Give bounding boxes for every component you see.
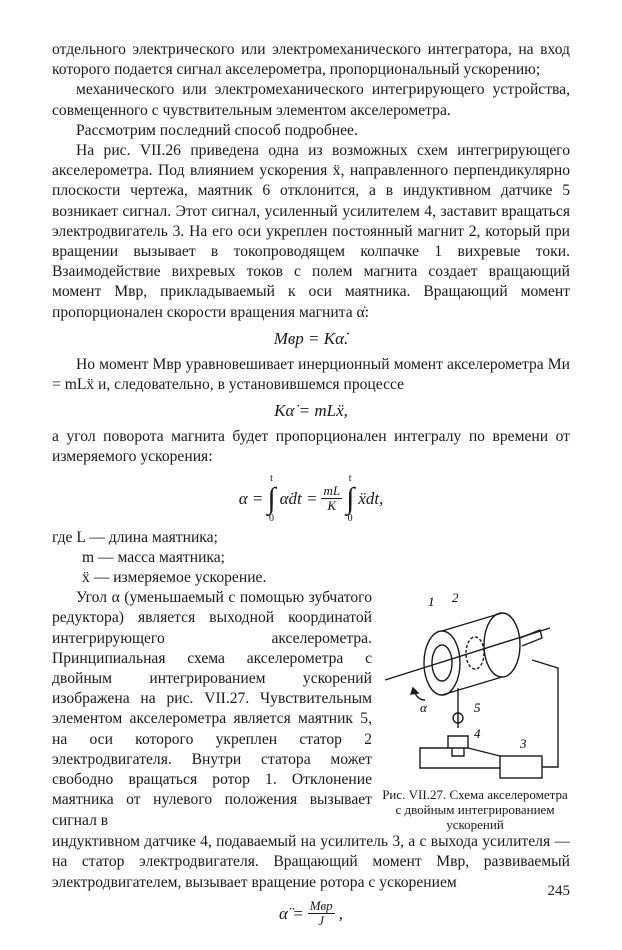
paragraph-2: механического или электромеханического интегрирующего устройства, совмещенного с чувствительным элементом акселерометра. — [52, 81, 570, 119]
integral-sign-2: ∫ — [346, 481, 355, 515]
integral-1 — [267, 474, 275, 524]
figure-vii-27 — [380, 588, 570, 832]
text-with-figure — [52, 588, 570, 832]
stator-top-edge — [442, 613, 502, 631]
sensor-coil — [452, 748, 464, 756]
eq4-lhs: α̈ = — [279, 903, 304, 923]
equation-3 — [52, 474, 570, 524]
definition-3: ẍ — измеряемое ускорение. — [82, 569, 267, 587]
figure-label-2: 2 — [452, 590, 459, 606]
equation-4 — [52, 899, 570, 929]
integral-sign-1: ∫ — [267, 481, 276, 515]
paragraph-7: Угол α (уменьшаемый с помощью зубчатого редуктора) является выходной координатой интегрирующего акселерометра. Принципиальная схема акселерометра с двойным интегрированием ускорений изображена на рис. VII.27. Чувствительным элементом акселерометра является маятник 5, на оси которого укреплен статор 2 электродвигателя. Внутри статора может свободно вращаться ротор 1. Отклонение маятника от нулевого положения вызывает сигнал в — [52, 589, 372, 829]
eq4-end: , — [338, 903, 343, 923]
eq4-den: J — [318, 913, 325, 929]
arrow-head — [411, 688, 418, 694]
paragraph-3: Рассмотрим последний способ подробнее. — [76, 121, 358, 139]
eq3-fraction — [321, 484, 342, 514]
eq4-fraction — [308, 899, 335, 929]
integral-1-lower: 0 — [268, 512, 274, 524]
integral-2-upper: t — [348, 472, 352, 484]
figure-label-alpha: α — [420, 700, 427, 716]
page-number: 245 — [547, 883, 570, 899]
paragraph-4: На рис. VII.26 приведена одна из возможных схем интегрирующего акселерометра. Под влиянием ускорения ẍ, направленного перпендикулярно плоскости чертежа, маятник 6 отклонится, а в индуктивном датчике 5 возникает сигнал. Этот сигнал, усиленный усилителем 4, заставит вращаться электродвигатель 3. На его оси укреплен постоянный магнит 2, который при вращении вызывает в токопроводящем колпачке 1 вихревые токи. Взаимодействие вихревых токов с полем магнита создает вращающий момент Mвр, прикладываемый к оси маятника. Вращающий момент пропорционален скорости вращения магнита α̇: — [52, 142, 570, 321]
integral-2-lower: 0 — [347, 512, 353, 524]
page-body — [52, 40, 570, 932]
paragraph-6: а угол поворота магнита будет пропорционален интегралу по времени от измеряемого ускорения: — [52, 428, 570, 466]
wire-right — [532, 660, 558, 767]
figure-label-3: 3 — [520, 736, 527, 752]
paragraph-5: Но момент Mвр уравновешивает инерционный момент акселерометра Mи = mLẍ и, следовательно, в установившемся процессе — [52, 355, 570, 394]
definition-1: где L — длина маятника; — [52, 528, 218, 546]
sensor-body — [448, 736, 468, 748]
figure-label-5: 5 — [474, 700, 481, 716]
definitions — [52, 528, 570, 589]
integral-2 — [346, 474, 354, 524]
wire-left — [420, 748, 500, 768]
paragraph-1: отдельного электрического или электромеханического интегратора, на вход которого подается сигнал акселерометра, пропорциональный ускорению; — [52, 41, 570, 79]
figure-label-4: 4 — [474, 726, 481, 742]
definition-2: m — масса маятника; — [82, 548, 226, 566]
stator-front — [424, 631, 460, 695]
integral-1-upper: t — [270, 472, 273, 484]
equation-1: Mвр = Kα̇. — [273, 328, 349, 348]
equation-2: Kα̇ = mLẍ, — [274, 401, 348, 421]
wire-sensor-amp — [468, 748, 500, 756]
eq4-num: Mвр — [309, 897, 333, 913]
eq3-lhs: α = — [238, 488, 264, 508]
amplifier-box — [500, 756, 542, 778]
end-cap — [520, 630, 542, 646]
eq3-frac-den: K — [327, 498, 337, 514]
eq3-int2-body: ẍdt, — [358, 488, 384, 508]
eq3-frac-num: mL — [323, 482, 341, 498]
eq3-int1-body: α̇dt = — [279, 488, 318, 508]
paragraph-8: индуктивном датчике 4, подаваемый на усилитель 3, а с выхода усилителя — на статор электродвигателя. Вращающий момент Mвр, развиваемый электродвигателем, вызывает вращение ротора с ускорением — [52, 833, 570, 891]
figure-caption: Рис. VII.27. Схема акселерометра с двойным интегрированием ускорений — [382, 787, 568, 833]
figure-label-1: 1 — [428, 594, 435, 610]
stator-bottom-edge — [442, 677, 502, 695]
rotor-front — [432, 645, 452, 681]
accelerometer-diagram — [380, 588, 570, 783]
stator-back — [484, 613, 520, 677]
